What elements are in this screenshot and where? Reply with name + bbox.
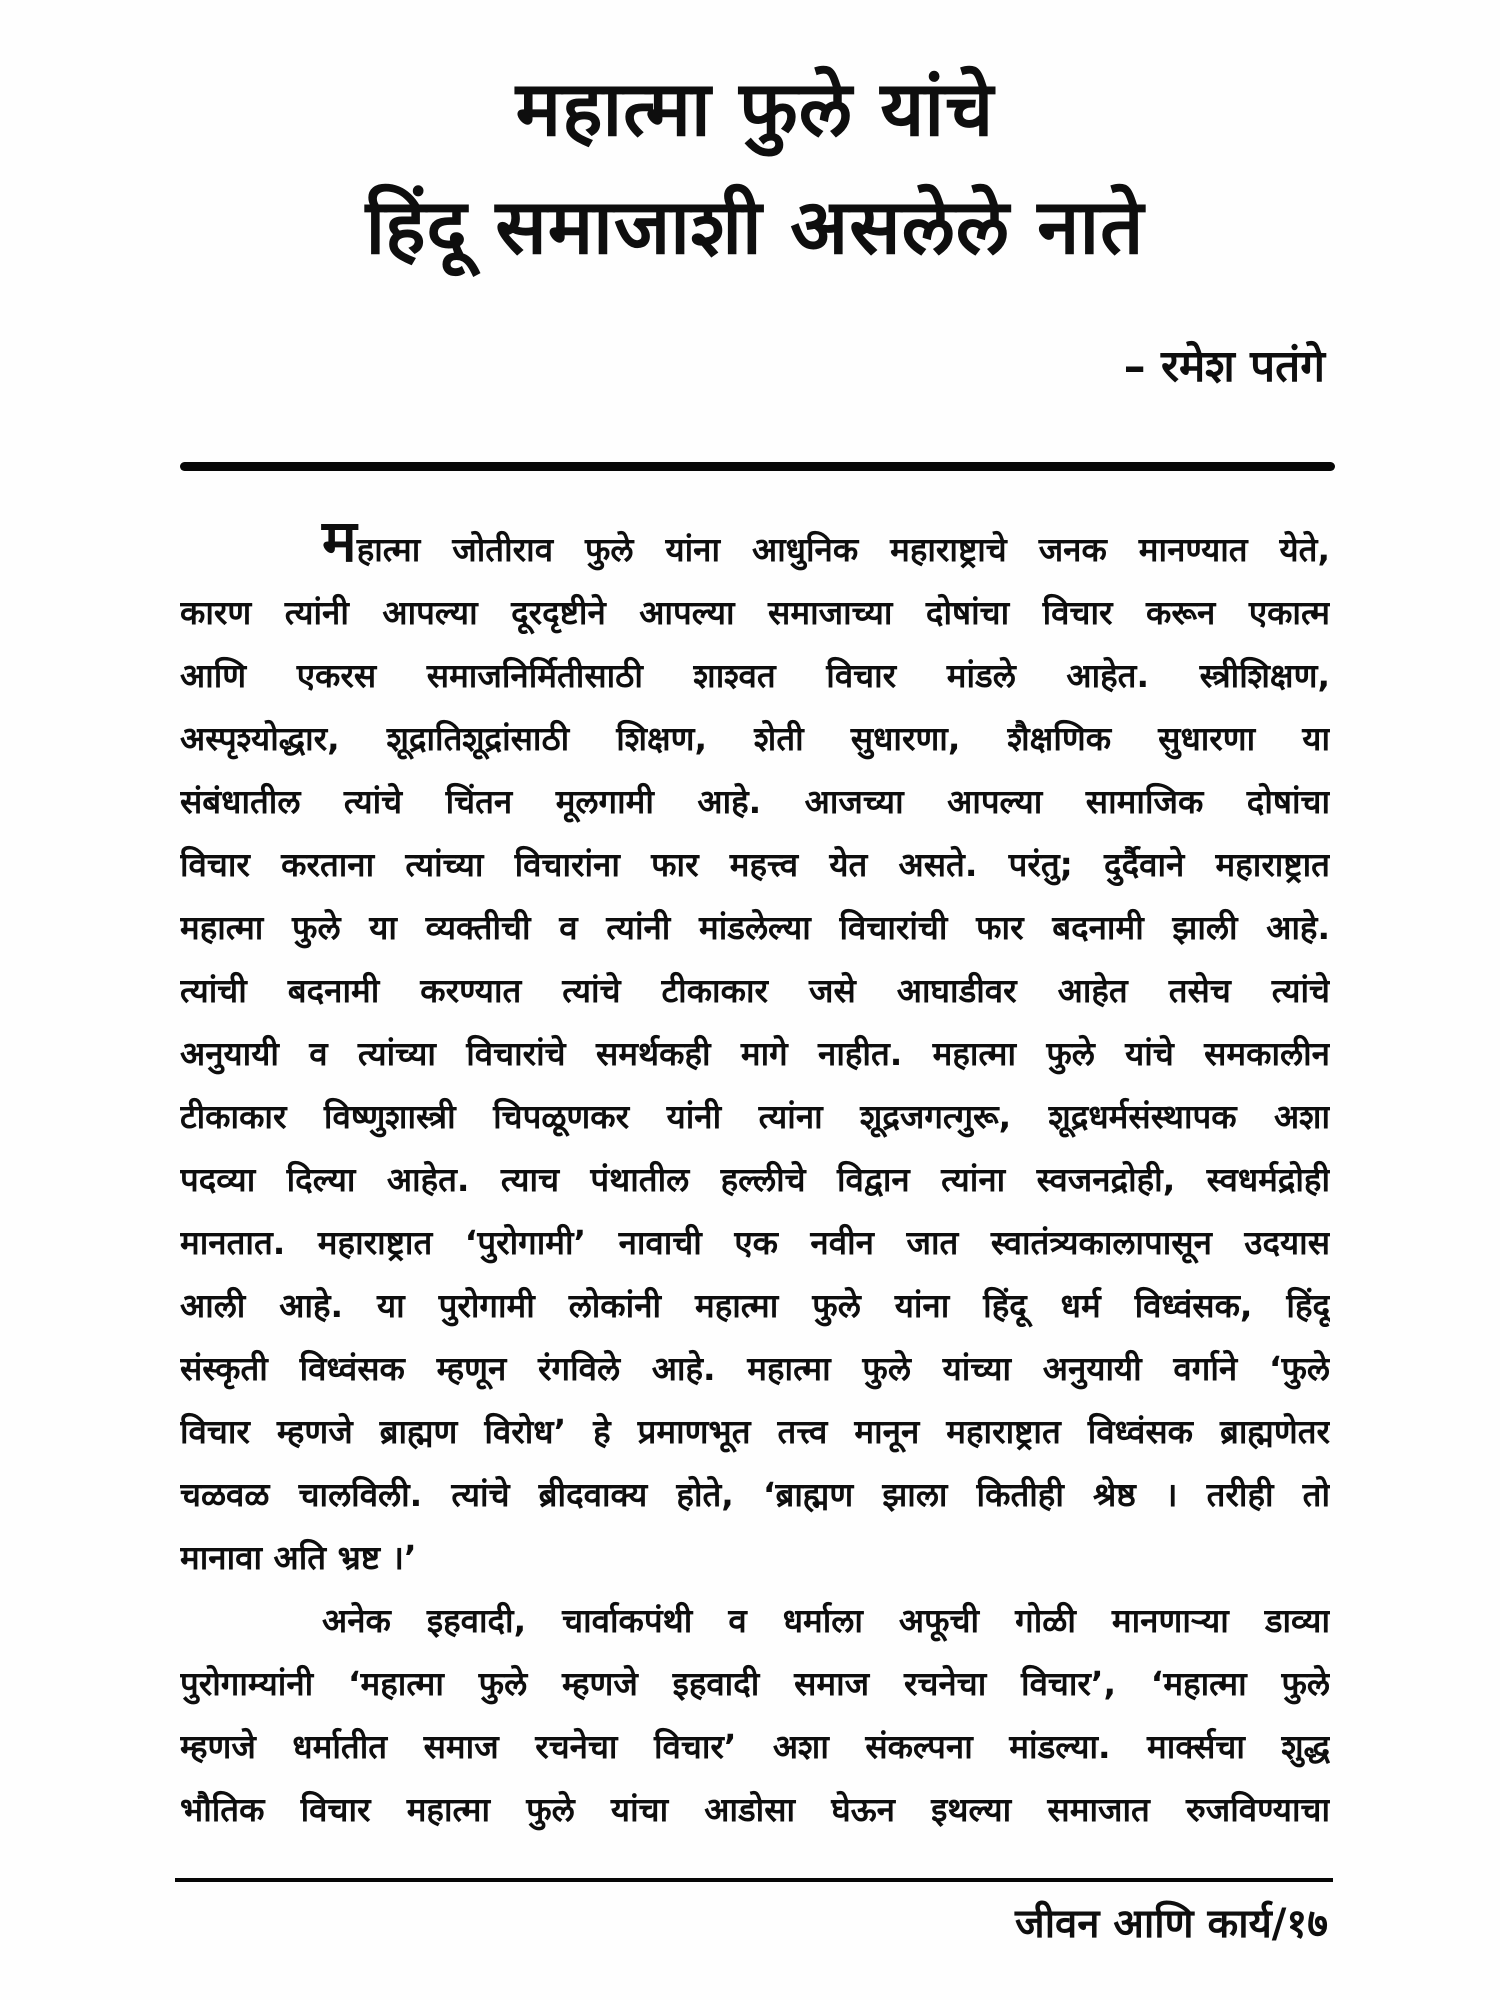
article-body — [180, 518, 1330, 1841]
body-line-text: हात्मा जोतीराव फुले यांना आधुनिक महाराष्ट्राचे जनक मानण्यात येते, — [356, 530, 1330, 569]
body-line: संस्कृती विध्वंसक म्हणून रंगविले आहे. महात्मा फुले यांच्या अनुयायी वर्गाने ‘फुले — [180, 1349, 1330, 1388]
body-line: विचार करताना त्यांच्या विचारांना फार महत्त्व येत असते. परंतु; दुर्दैवाने महाराष्ट्रात — [180, 845, 1330, 884]
body-line: पुरोगाम्यांनी ‘महात्मा फुले म्हणजे इहवादी समाज रचनेचा विचार’, ‘महात्मा फुले — [180, 1664, 1330, 1703]
body-line: मानतात. महाराष्ट्रात ‘पुरोगामी’ नावाची एक नवीन जात स्वातंत्र्यकालापासून उदयास — [180, 1223, 1330, 1262]
body-line: टीकाकार विष्णुशास्त्री चिपळूणकर यांनी त्यांना शूद्रजगत्गुरू, शूद्रधर्मसंस्थापक अशा — [180, 1097, 1330, 1136]
body-line: विचार म्हणजे ब्राह्मण विरोध’ हे प्रमाणभूत तत्त्व मानून महाराष्ट्रात विध्वंसक ब्राह्मणेतर — [180, 1412, 1330, 1451]
footer-page-label: जीवन आणि कार्य/१७ — [1015, 1901, 1328, 1947]
footer-divider-rule — [175, 1878, 1333, 1882]
author-byline: – रमेश पतंगे — [1123, 341, 1325, 392]
body-line: संबंधातील त्यांचे चिंतन मूलगामी आहे. आजच्या आपल्या सामाजिक दोषांचा — [180, 782, 1330, 821]
drop-cap: म — [322, 518, 357, 575]
body-line: अनेक इहवादी, चार्वाकपंथी व धर्माला अफूची गोळी मानणाऱ्या डाव्या — [322, 1601, 1330, 1640]
article-title-line-2: हिंदू समाजाशी असलेले नाते — [365, 182, 1145, 271]
body-line: पदव्या दिल्या आहेत. त्याच पंथातील हल्लीचे विद्वान त्यांना स्वजनद्रोही, स्वधर्मद्रोही — [180, 1160, 1330, 1199]
body-line: चळवळ चालविली. त्यांचे ब्रीदवाक्य होते, ‘ब्राह्मण झाला कितीही श्रेष्ठ । तरीही तो — [180, 1475, 1330, 1514]
body-line: आली आहे. या पुरोगामी लोकांनी महात्मा फुले यांना हिंदू धर्म विध्वंसक, हिंदू — [180, 1286, 1330, 1325]
body-line: आणि एकरस समाजनिर्मितीसाठी शाश्वत विचार मांडले आहेत. स्त्रीशिक्षण, — [180, 656, 1330, 695]
body-line: त्यांची बदनामी करण्यात त्यांचे टीकाकार जसे आघाडीवर आहेत तसेच त्यांचे — [180, 971, 1330, 1010]
body-line: महात्मा फुले या व्यक्तीची व त्यांनी मांडलेल्या विचारांची फार बदनामी झाली आहे. — [180, 908, 1330, 947]
body-line: अनुयायी व त्यांच्या विचारांचे समर्थकही मागे नाहीत. महात्मा फुले यांचे समकालीन — [180, 1034, 1330, 1073]
header-divider-rule — [180, 462, 1335, 471]
body-line: अस्पृश्योद्धार, शूद्रातिशूद्रांसाठी शिक्षण, शेती सुधारणा, शैक्षणिक सुधारणा या — [180, 719, 1330, 758]
body-line: मानावा अति भ्रष्ट ।’ — [180, 1538, 417, 1577]
body-line: कारण त्यांनी आपल्या दूरदृष्टीने आपल्या समाजाच्या दोषांचा विचार करून एकात्म — [180, 593, 1330, 632]
article-title-line-1: महात्मा फुले यांचे — [515, 64, 995, 153]
article-title — [175, 50, 1335, 286]
body-line: म्हणजे धर्मातीत समाज रचनेचा विचार’ अशा संकल्पना मांडल्या. मार्क्सचा शुद्ध — [180, 1727, 1330, 1766]
body-line: भौतिक विचार महात्मा फुले यांचा आडोसा घेऊन इथल्या समाजात रुजविण्याचा — [180, 1790, 1330, 1829]
body-line — [180, 518, 1330, 581]
